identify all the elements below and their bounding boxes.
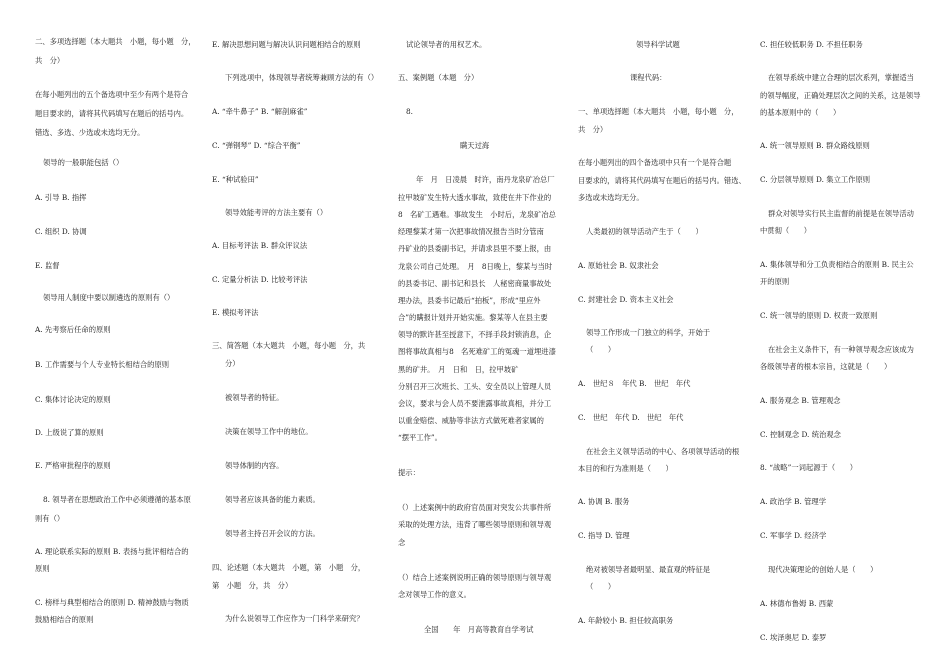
course-code: 课程代码： — [630, 73, 667, 82]
exam-title: 领导科学试题 — [636, 40, 680, 49]
case-text: 合”的瞒报计划并开始实施。黎某等人在县主要 — [398, 313, 548, 322]
case-text: 丹矿业的县委副书记，并请求县里不要上报，由 — [398, 244, 552, 253]
question-text: 在社会主义条件下，有一种领导观念应该成为 — [768, 345, 914, 354]
case-text: 年 月 日凌晨 时许，南丹龙泉矿冶总厂 — [416, 175, 555, 184]
question-text: 各级领导者的根本宗旨，这就是（ ） — [760, 362, 892, 371]
option-text: A. 政治学 B. 管理学 — [760, 497, 827, 506]
question-text: 8. “战略”一词起源于（ ） — [760, 463, 858, 472]
case-text: 龙泉公司自己处理。 月 8日晚上，黎某与当时 — [398, 262, 553, 271]
question-text: 人类最初的领导活动产生于（ ） — [586, 227, 703, 236]
instruction-text: 错选、多选、少选或未选均无分。 — [35, 128, 145, 137]
option-text: A. 林德布鲁姆 B. 西蒙 — [760, 599, 834, 608]
section-heading: 第 小题 分，共 分） — [212, 581, 293, 590]
section-heading: 五、案例题（本题 分） — [398, 73, 479, 82]
option-text: A. 理论联系实际的原则 B. 表扬与批评相结合的 — [35, 547, 189, 556]
case-text: 8 名矿工遇难。事故发生 小时后，龙泉矿冶总 — [398, 210, 556, 219]
option-text: A. 原始社会 B. 奴隶社会 — [578, 261, 659, 270]
question-text: 为什么说领导工作应作为一门科学来研究？ — [225, 614, 364, 623]
option-text: C. 定量分析法 D. 比较考评法 — [212, 275, 308, 284]
hint-text: （）上述案例中的政府官员面对突发公共事件所 — [398, 503, 552, 512]
option-text: C. 组织 D. 协调 — [35, 227, 87, 236]
hint-label: 提示： — [398, 468, 420, 477]
question-text: 试论领导者的用权艺术。 — [406, 40, 487, 49]
question-text: （ ） — [586, 582, 616, 591]
question-text: 领导体制的内容。 — [225, 461, 284, 470]
option-text: C. 统一领导的原则 D. 权责一致原则 — [760, 311, 878, 320]
instruction-text: 在每小题列出的四个备选项中只有一个是符合题 — [578, 158, 732, 167]
question-text: 绝对被领导者最明显、最直观的特征是 — [586, 565, 711, 574]
case-text: 拉甲坡矿发生特大透水事故，致使在井下作业的 — [398, 193, 552, 202]
question-text: 的基本原则中的（ ） — [760, 108, 841, 117]
option-text: C. 榜样与典型相结合的原则 D. 精神鼓励与物质 — [35, 598, 189, 607]
question-text: 领导效能考评的方法主要有（） — [225, 208, 328, 217]
case-text: 黑的矿井。 月 日和 日，拉甲坡矿 — [398, 365, 519, 374]
question-text: 8. 领导者在思想政治工作中必须遵循的基本原 — [43, 495, 191, 504]
question-text: 领导者应该具备的能力素质。 — [225, 495, 320, 504]
question-text: 下列选项中，体现领导者统筹兼顾方法的有（） — [225, 73, 379, 82]
option-text: C. 世纪 年代 D. 世纪 年代 — [578, 413, 684, 422]
option-text: A. 目标考评法 B. 群众评议法 — [212, 241, 308, 250]
option-text: 原则 — [35, 564, 50, 573]
case-text: 经理黎某才第一次把事故情况报告当时分管南 — [398, 227, 544, 236]
question-text: 在领导系统中建立合理的层次系列，掌握适当 — [768, 73, 914, 82]
option-text: A. 协调 B. 服务 — [578, 497, 630, 506]
option-text: C. 指导 D. 管理 — [578, 531, 630, 540]
section-heading: 四、论述题（本大题共 小题，第 小题 分， — [212, 563, 366, 572]
case-text: 以重金赔偿、威胁等非法方式做死难者家属的 — [398, 416, 544, 425]
question-text: 则有（） — [35, 514, 65, 523]
case-text: 理办法，县委书记最后“拍板”，形成“里应外 — [398, 296, 541, 305]
section-heading: 分） — [225, 359, 240, 368]
instruction-text: 题目要求的，请将其代码填写在题后的括号内。 — [35, 109, 189, 118]
question-text: 本目的和行为准则是（ ） — [578, 464, 673, 473]
option-text: 开的原则 — [760, 277, 790, 286]
option-text: C. 埃泽奥尼 D. 泰罗 — [760, 633, 827, 642]
option-text: A. 服务观念 B. 管理观念 — [760, 396, 841, 405]
instruction-text: 多选或未选均无分。 — [578, 193, 644, 202]
question-text: 群众对领导实行民主监督的前提是在领导活动 — [768, 209, 914, 218]
instruction-text: 在每小题列出的五个备选项中至少有两个是符合 — [35, 90, 189, 99]
hint-text: （）结合上述案例说明正确的领导原则与领导观 — [398, 573, 552, 582]
option-text: E. 严格审批程序的原则 — [35, 461, 111, 470]
question-text: 领导的一般职能包括（） — [43, 158, 124, 167]
case-text: “摆平工作”。 — [398, 433, 442, 442]
option-text: D. 上级说了算的原则 — [35, 428, 104, 437]
option-text: C. 封建社会 D. 资本主义社会 — [578, 295, 674, 304]
question-text: （ ） — [586, 345, 616, 354]
section-heading: 二、多项选择题（本大题共 小题，每小题 分， — [35, 37, 196, 46]
option-text: C. 军事学 D. 经济学 — [760, 531, 827, 540]
option-text: A. 引导 B. 指挥 — [35, 193, 87, 202]
section-heading: 三、简答题（本大题共 小题，每小题 分，共 — [212, 341, 366, 350]
instruction-text: 目要求的，请将其代码填写在题后的括号内。错选、 — [578, 176, 746, 185]
option-text: A. 先考察后任命的原则 — [35, 325, 111, 334]
option-text: A. 年龄较小 B. 担任较高职务 — [578, 616, 674, 625]
option-text: A. “牵牛鼻子” B. “解剖麻雀” — [212, 107, 308, 116]
option-text: B. 工作需要与个人专业特长相结合的原则 — [35, 360, 170, 369]
option-text: C. 担任较低职务 D. 不担任职务 — [760, 40, 863, 49]
question-text: 被领导者的特征。 — [225, 393, 284, 402]
case-text: 分别召开三次班长、工头、安全员以上管理人员 — [398, 382, 552, 391]
question-text: 领导用人制度中要以制遴选的原则有（） — [43, 293, 175, 302]
option-text: A. 世纪８ 年代 B. 世纪 年代 — [578, 379, 691, 388]
case-text: 的县委书记、副书记和县长 人秘密商量事故处 — [398, 279, 552, 288]
option-text: A. 集体领导和分工负责相结合的原则 B. 民主公 — [760, 260, 914, 269]
case-text: 领导的默许甚至授意下，不择手段封锁消息，企 — [398, 330, 552, 339]
option-text: E. 模拟考评法 — [212, 308, 259, 317]
question-text: 决策在领导工作中的地位。 — [225, 427, 313, 436]
option-text: C. 集体讨论决定的原则 — [35, 395, 111, 404]
option-text: E. 解决思想问题与解决认识问题相结合的原则 — [212, 40, 361, 49]
hint-text: 采取的处理方法，违背了哪些领导原则和领导观 — [398, 520, 552, 529]
question-text: 的领导幅度，正确处理层次之间的关系，这是领导 — [760, 91, 921, 100]
section-heading: 共 分） — [578, 125, 608, 134]
question-text: 领导者主持召开会议的方法。 — [225, 529, 320, 538]
hint-text: 念 — [398, 538, 406, 547]
exam-footer: 全国 年 月高等教育自学考试 — [424, 625, 534, 634]
option-text: C. 分层领导原则 D. 集立工作原则 — [760, 175, 871, 184]
option-text: E. 监督 — [35, 261, 60, 270]
question-text: 领导工作形成一门独立的科学，开始于 — [586, 328, 711, 337]
option-text: A. 统一领导原则 B. 群众路线原则 — [760, 141, 870, 150]
case-text: 会议，要求与会人员不要泄露事故真相，并分工 — [398, 399, 552, 408]
hint-text: 念对领导工作的意义。 — [398, 590, 471, 599]
question-text: 在社会主义领导活动的中心、各项领导活动的根 — [586, 447, 740, 456]
question-text: 中贯彻（ ） — [760, 226, 812, 235]
option-text: E. “种试验田” — [212, 175, 259, 184]
option-text: C. “弹钢琴” D. “综合平衡” — [212, 141, 301, 150]
case-title: 瞒天过海 — [460, 141, 490, 150]
option-text: 鼓励相结合的原则 — [35, 615, 94, 624]
question-number: 8. — [406, 107, 413, 116]
option-text: C. 控制观念 D. 统治观念 — [760, 430, 841, 439]
question-text: 现代决策理论的创始人是（ ） — [768, 565, 878, 574]
case-text: 图将事故真相与8 名死难矿工的冤魂一道埋进漆 — [398, 347, 556, 356]
section-heading: 一、单项选择题（本大题共 小题，每小题 分， — [578, 107, 739, 116]
section-heading: 共 分） — [35, 56, 65, 65]
